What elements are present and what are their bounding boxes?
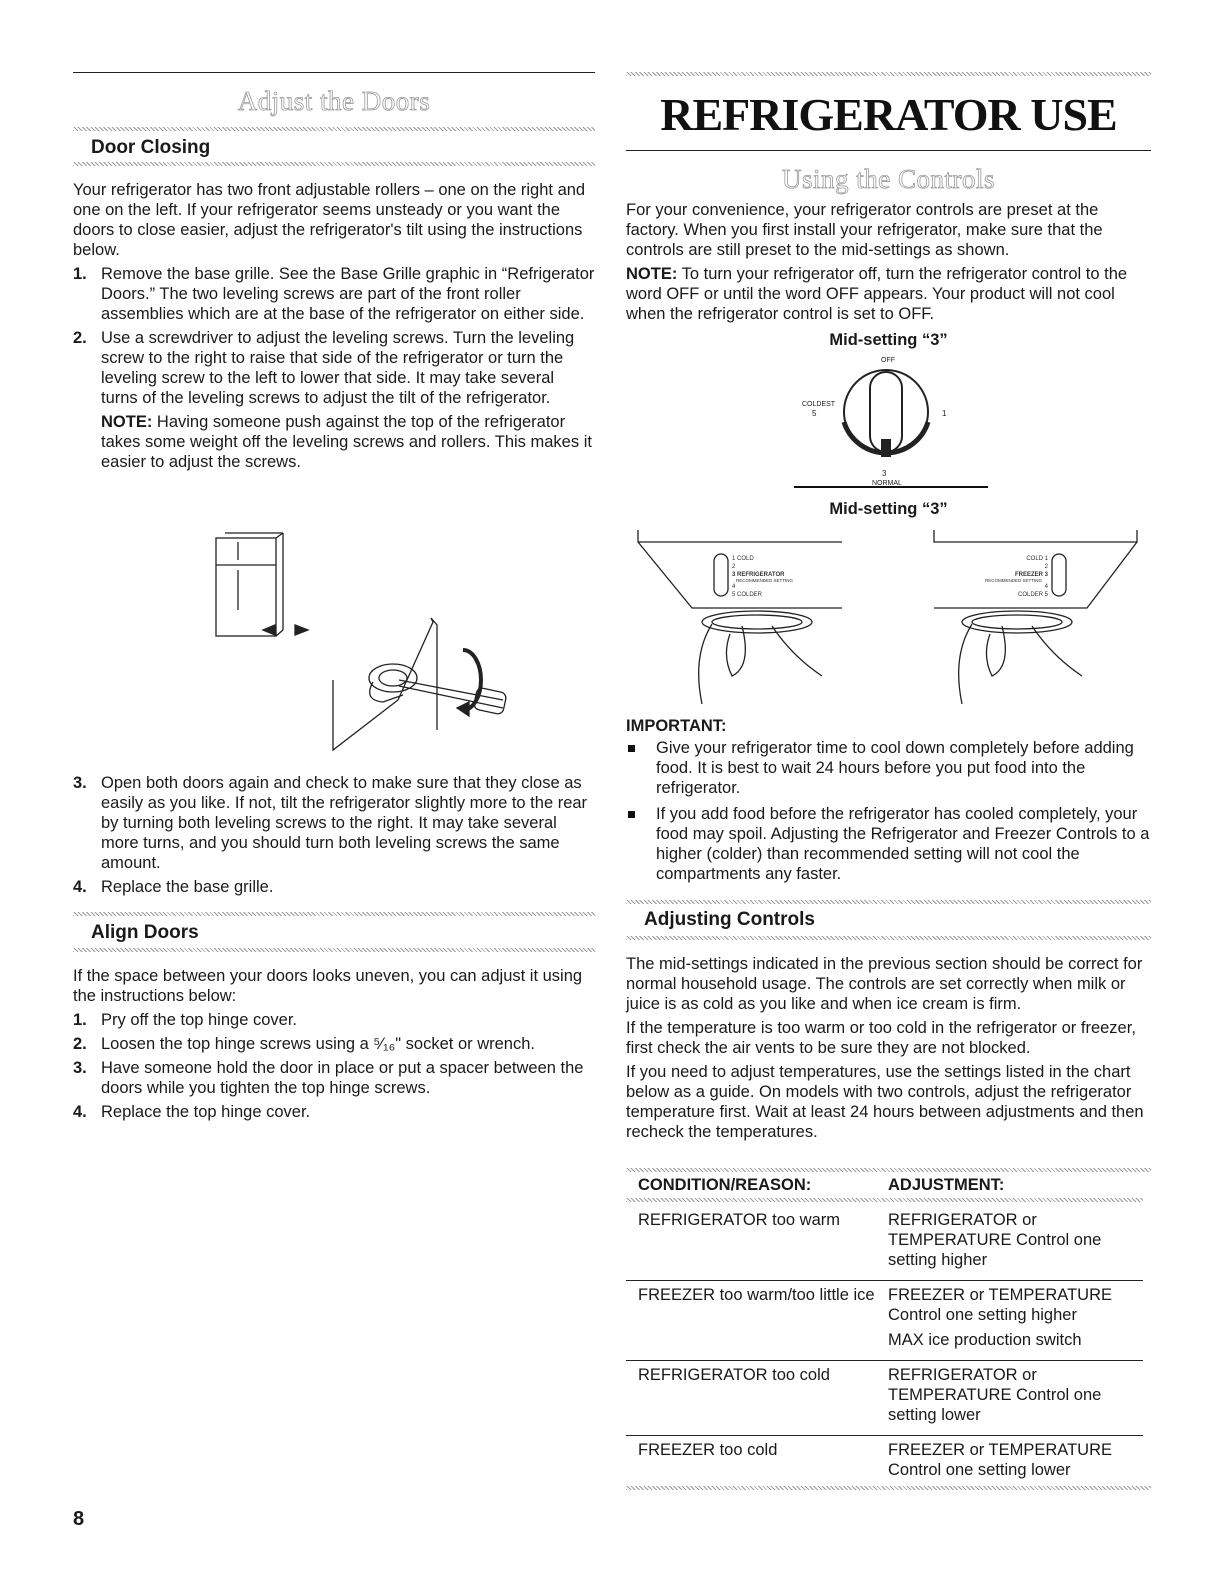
note-label: NOTE: xyxy=(101,413,153,431)
table-cell-condition: REFRIGERATOR too warm xyxy=(638,1211,841,1229)
adjusting-p3: If you need to adjust temperatures, use the settings listed in the chart below as a guide. On models with two controls, adjust the refrigerator temperature first. Wait at least 24 hours between adjustments and then recheck the temperatures. xyxy=(626,1063,1144,1141)
table-cell-adjustment: REFRIGERATOR or TEMPERATURE Control one setting lower xyxy=(888,1366,1102,1424)
dial-off-label: OFF xyxy=(881,357,895,364)
step-text: Have someone hold the door in place or put a spacer between the doors while you tighten the top hinge screws. xyxy=(101,1059,584,1097)
table-cell-adjustment: FREEZER or TEMPERATURE Control one setting lower xyxy=(888,1441,1112,1479)
top-rule xyxy=(73,72,595,73)
table-header-adjustment: ADJUSTMENT: xyxy=(888,1176,1005,1194)
adjustment-extra: MAX ice production switch xyxy=(888,1331,1082,1349)
arrow-icon xyxy=(295,625,308,635)
step-text: Pry off the top hinge cover. xyxy=(101,1011,297,1029)
list-item xyxy=(626,738,1151,798)
align-doors-intro: If the space between your doors looks uneven, you can adjust it using the instructions below: xyxy=(73,967,583,1005)
step-number: 2. xyxy=(73,1035,87,1053)
page-number: 8 xyxy=(73,1508,85,1530)
list-item xyxy=(73,1034,595,1054)
door-closing-heading: Door Closing xyxy=(91,137,211,158)
controls-intro: For your convenience, your refrigerator controls are preset at the factory. When you first install your refrigerator, make sure that the controls are still preset to the mid-settings as shown. xyxy=(626,201,1103,259)
adjusting-body xyxy=(626,954,1151,1142)
hatch-rule xyxy=(73,127,595,131)
wheel-right-3b: RECOMMENDED SETTING xyxy=(984,578,1042,583)
control-wheels-illustration xyxy=(632,526,1142,706)
list-item xyxy=(626,804,1151,884)
refrigerator-outline xyxy=(216,538,276,636)
adjustment-table xyxy=(626,1174,1143,1488)
controls-intro-block xyxy=(626,200,1151,324)
table-cell-adjustment: REFRIGERATOR or TEMPERATURE Control one setting higher xyxy=(888,1211,1102,1269)
note xyxy=(73,412,595,472)
table-row xyxy=(626,1281,1143,1361)
dial-normal-label: NORMAL xyxy=(872,480,902,487)
wheel-left-5: 5 COLDER xyxy=(732,592,763,598)
table-row xyxy=(626,1361,1143,1436)
dial-1-label: 1 xyxy=(942,409,947,418)
step-text: Remove the base grille. See the Base Grille graphic in “Refrigerator Doors.” The two leveling screws are part of the front roller assemblies which are at the base of the refrigerator on either side. xyxy=(101,265,595,323)
adjustment-text: FREEZER or TEMPERATURE Control one setting higher xyxy=(888,1286,1112,1324)
wheel-left-3: 3 REFRIGERATOR xyxy=(732,572,785,578)
table-cell-adjustment xyxy=(888,1281,1143,1361)
wheel-left-2: 2 xyxy=(732,564,736,570)
table-cell-condition: FREEZER too warm/too little ice xyxy=(638,1286,875,1304)
adjust-doors-title: Adjust the Doors xyxy=(237,86,431,116)
list-item xyxy=(73,328,595,408)
step-text: Open both doors again and check to make sure that they close as easily as you like. If not, tilt the refrigerator slightly more to the rear by turning both leveling screws to the right. It may take several more turns, and you should turn both leveling screws the same amount. xyxy=(101,774,588,872)
bullet-icon xyxy=(628,811,635,818)
step-number: 1. xyxy=(73,265,87,283)
table-row xyxy=(626,1202,1143,1281)
step-number: 3. xyxy=(73,1059,87,1077)
section-title: REFRIGERATOR USE xyxy=(660,89,1117,140)
important-label: IMPORTANT: xyxy=(626,717,727,735)
leveling-screw-illustration xyxy=(213,530,533,755)
step-number: 4. xyxy=(73,1103,87,1121)
door-closing-body xyxy=(73,180,595,472)
step-number: 4. xyxy=(73,878,87,896)
step-number: 3. xyxy=(73,774,87,792)
controls-note xyxy=(626,264,1151,324)
hatch-rule xyxy=(626,72,1151,76)
list-item xyxy=(73,1010,595,1030)
step-number: 1. xyxy=(73,1011,87,1029)
step-number: 2. xyxy=(73,329,87,347)
step-text: Use a screwdriver to adjust the leveling screws. Turn the leveling screw to the right to raise that side of the refrigerator or turn the leveling screw to the left to lower that side. It may take several turns of the leveling screws to adjust the tilt of the refrigerator. xyxy=(101,329,575,407)
hand-right xyxy=(959,624,972,704)
table-header-condition: CONDITION/REASON: xyxy=(638,1176,812,1194)
align-doors-body xyxy=(73,966,595,1122)
wheel-right-4: 4 xyxy=(1044,584,1048,590)
adjusting-p2: If the temperature is too warm or too cold in the refrigerator or freezer, first check the air vents to be sure they are not blocked. xyxy=(626,1019,1136,1057)
control-dial xyxy=(796,352,986,487)
hatch-rule xyxy=(626,1168,1151,1172)
table-cell-condition: REFRIGERATOR too cold xyxy=(638,1366,830,1384)
wheel-left-1: 1 COLD xyxy=(732,556,754,562)
dial-coldest-label: COLDEST xyxy=(802,401,836,408)
wheel-left-4: 4 xyxy=(732,584,736,590)
table-row xyxy=(626,1436,1143,1489)
adjusting-p1: The mid-settings indicated in the previous section should be correct for normal household usage. The controls are set correctly when milk or juice is as cold as you like and when ice cream is firm. xyxy=(626,955,1143,1013)
adjusting-controls-heading: Adjusting Controls xyxy=(644,909,815,930)
title-rule xyxy=(626,150,1151,151)
door-closing-intro: Your refrigerator has two front adjustable rollers – one on the right and one on the left. If your refrigerator seems unsteady or you want the doors to close easier, adjust the refrigerator's tilt using the instructions below. xyxy=(73,181,586,259)
dial-5-label: 5 xyxy=(812,409,817,418)
hatch-rule xyxy=(73,948,595,952)
list-item xyxy=(73,877,595,897)
dial-3-label: 3 xyxy=(882,469,887,478)
wheel-right-2: 2 xyxy=(1044,564,1048,570)
hand-left xyxy=(699,624,712,704)
hatch-rule xyxy=(73,912,595,916)
hatch-rule xyxy=(626,900,1151,904)
bullet-text: Give your refrigerator time to cool down completely before adding food. It is best to wait 24 hours before you put food into the refrigerator. xyxy=(656,739,1134,797)
wheel-right-1: COLD 1 xyxy=(1026,556,1048,562)
note-text: Having someone push against the top of the refrigerator takes some weight off the leveling screws and rollers. This makes it easier to adjust the screws. xyxy=(101,413,592,471)
align-doors-heading: Align Doors xyxy=(91,922,199,943)
list-item xyxy=(73,773,595,873)
bullet-text: If you add food before the refrigerator has cooled completely, your food may spoil. Adjusting the Refrigerator and Freezer Controls to a higher (colder) than recommended setting will not cool the compartments any faster. xyxy=(656,805,1150,883)
using-controls-title: Using the Controls xyxy=(781,164,995,194)
hatch-rule xyxy=(73,162,595,166)
table-header xyxy=(626,1174,1143,1198)
hatch-rule xyxy=(626,936,1151,940)
important-block xyxy=(626,716,1151,884)
list-item xyxy=(73,1058,595,1098)
door-closing-body-2 xyxy=(73,773,595,897)
note-text: To turn your refrigerator off, turn the refrigerator control to the word OFF or until the word OFF appears. Your product will not cool when the refrigerator control is set to OFF. xyxy=(626,265,1128,323)
step-text: Replace the top hinge cover. xyxy=(101,1103,311,1121)
list-item xyxy=(73,1102,595,1122)
bullet-icon xyxy=(628,745,635,752)
wheel-right-5: COLDER 5 xyxy=(1017,592,1048,598)
step-text: Loosen the top hinge screws using a ⁵⁄₁₆" socket or wrench. xyxy=(101,1035,535,1053)
wheel-left-3b: RECOMMENDED SETTING xyxy=(736,578,794,583)
note-label: NOTE: xyxy=(626,265,678,283)
mid-setting-label: Mid-setting “3” xyxy=(829,331,948,349)
step-text: Replace the base grille. xyxy=(101,878,274,896)
mid-setting-label-2: Mid-setting “3” xyxy=(829,500,948,518)
wheel-right-3: FREEZER 3 xyxy=(1014,572,1048,578)
list-item xyxy=(73,264,595,324)
hatch-rule xyxy=(626,1486,1151,1490)
table-cell-condition: FREEZER too cold xyxy=(638,1441,778,1459)
dial-underline xyxy=(794,486,988,488)
